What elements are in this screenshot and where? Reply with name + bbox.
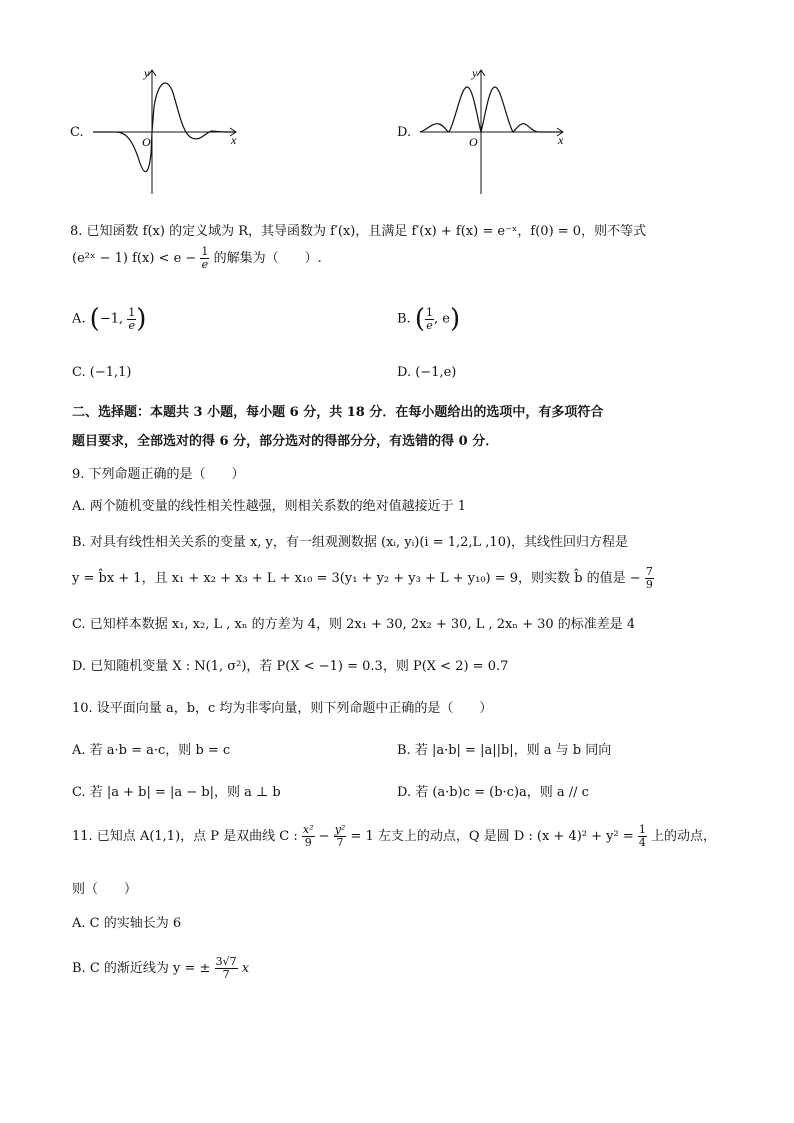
q8-option-b: B. ( $\frac{1}{e}$ , e) xyxy=(397,304,461,334)
section2-heading-line1: 二、选择题：本题共 3 小题，每小题 6 分，共 18 分．在每小题给出的选项中，有多项符合 xyxy=(72,405,604,420)
option-c-label: C. xyxy=(70,125,84,140)
q10-option-c: C. 若 |a + b| = |a − b|，则 a ⊥ b xyxy=(72,785,281,800)
q8-line2-a: (e²ˣ − 1) f(x) < e − xyxy=(72,251,201,266)
option-d-label: D. xyxy=(397,125,412,140)
section2-heading-line2: 题目要求，全部选对的得 6 分，部分选对的得部分分，有选错的得 0 分． xyxy=(72,434,499,449)
q8-line1: 8. 已知函数 f(x) 的定义域为 R，其导函数为 f′(x)，且满足 f′(x) + f(x) = e⁻ˣ，f(0) = 0，则不等式 xyxy=(70,224,647,239)
graph-c xyxy=(88,62,248,202)
q9-stem: 9. 下列命题正确的是（ ） xyxy=(72,467,245,482)
q9-option-b-line2: y = b̂x + 1，且 x₁ + x₂ + x₃ + L + x₁₀ = 3(y₁ + y₂ + y₃ + L + y₁₀) = 9，则实数 b̂ 的值是 − $\frac{7}{9}$ xyxy=(72,565,653,591)
q10-option-a: A. 若 a·b = a·c，则 b = c xyxy=(72,743,231,758)
q9-option-b-line1: B. 对具有线性相关关系的变量 x, y，有一组观测数据 (xᵢ, yᵢ)(i = 1,2,L ,10)，其线性回归方程是 xyxy=(72,535,629,550)
q8-option-c: C. (−1,1) xyxy=(72,365,132,380)
q11-option-a: A. C 的实轴长为 6 xyxy=(72,916,182,931)
q9-option-c: C. 已知样本数据 x₁, x₂, L , xₙ 的方差为 4，则 2x₁ + 30, 2x₂ + 30, L , 2xₙ + 30 的标准差是 4 xyxy=(72,617,636,632)
q8-option-d: D. (−1,e) xyxy=(397,365,457,380)
graph-d-x-label: x xyxy=(558,133,564,147)
q8-fraction: $\frac{1}{e}$ xyxy=(201,245,209,271)
q10-option-d: D. 若 (a·b)c = (b·c)a，则 a // c xyxy=(397,785,589,800)
q9-option-a: A. 两个随机变量的线性相关性越强，则相关系数的绝对值越接近于 1 xyxy=(72,499,467,514)
q11-line1: 11. 已知点 A(1,1)，点 P 是双曲线 C : $\frac{\text{x²}}{9}$ − $\frac{\text{y²}}{7}$ = 1 左支上的动点，Q 是圆 D : (x + 4)² + y² = $\frac{1}{4}$ 上的动点， xyxy=(72,823,717,849)
q10-option-b: B. 若 |a·b| = |a||b|，则 a 与 b 同向 xyxy=(397,743,612,758)
q11-line2: 则（ ） xyxy=(72,882,138,897)
q8-option-a: A. (−1, $\frac{1}{e}$ ) xyxy=(72,304,147,334)
graph-c-origin: O xyxy=(142,135,151,149)
graph-d-curve xyxy=(420,87,561,132)
q11-option-b: B. C 的渐近线为 y = ± $\frac{3√7}{7}$ x xyxy=(72,955,250,981)
graph-d xyxy=(415,62,575,202)
q8-line2 xyxy=(72,246,322,271)
graph-d-origin: O xyxy=(469,135,478,149)
q8-line2-b: 的解集为（ ）. xyxy=(213,251,322,266)
q9-option-d: D. 已知随机变量 X : N(1, σ²)，若 P(X < −1) = 0.3，则 P(X < 2) = 0.7 xyxy=(72,659,509,674)
graph-d-y-label: y xyxy=(472,66,478,80)
graph-c-curve xyxy=(93,83,234,172)
graph-c-x-label: x xyxy=(231,133,237,147)
q10-stem: 10. 设平面向量 a，b，c 均为非零向量，则下列命题中正确的是（ ） xyxy=(72,701,493,716)
graph-c-y-label: y xyxy=(144,66,150,80)
